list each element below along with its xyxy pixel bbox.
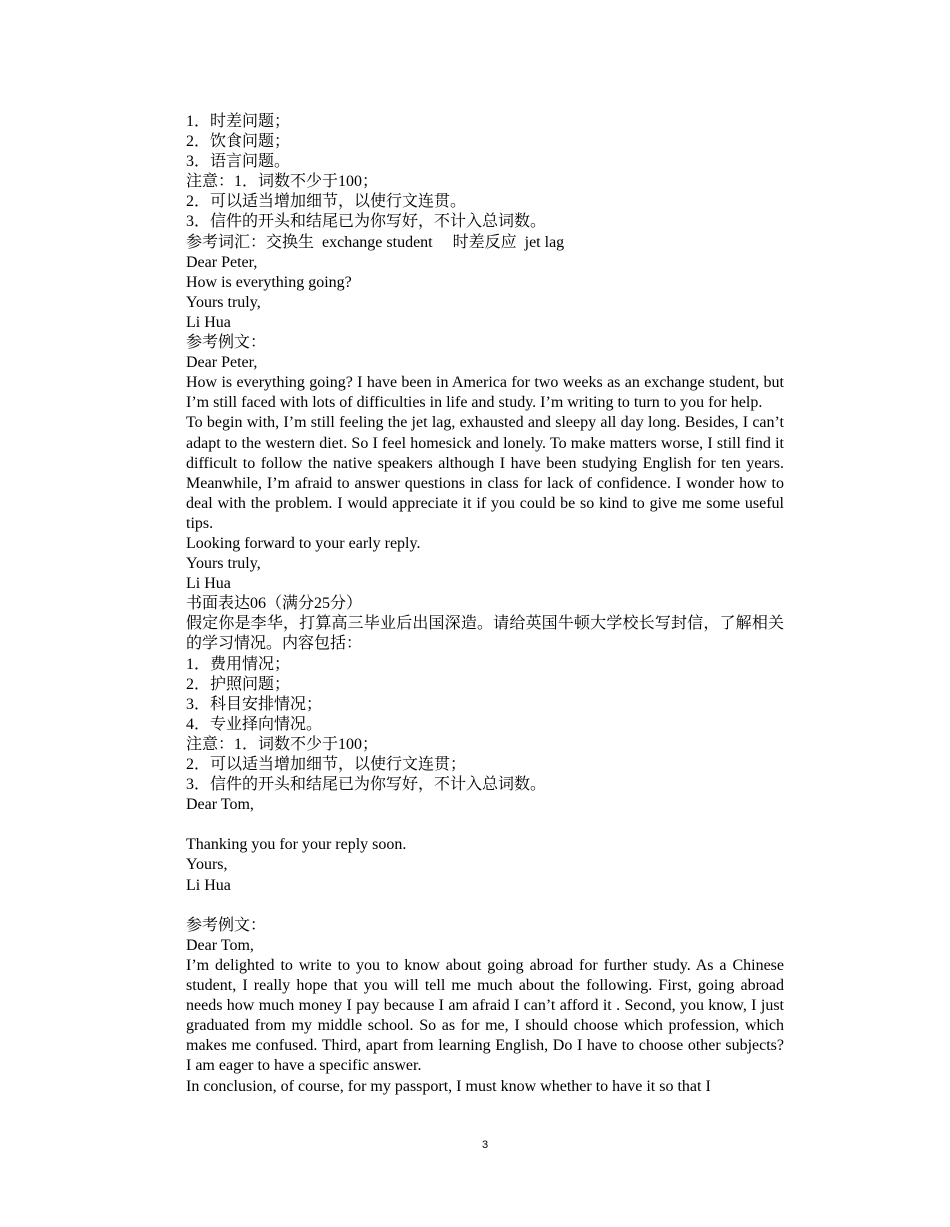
letter-closing: Thanking you for your reply soon. — [186, 836, 407, 854]
note-line: 3．信件的开头和结尾已为你写好，不计入总词数。 — [186, 213, 547, 231]
note-line: 注意：1．词数不少于100； — [186, 173, 379, 191]
note-line: 2．可以适当增加细节，以使行文连贯。 — [186, 193, 467, 211]
sample-greeting: Dear Tom, — [186, 936, 254, 954]
list-item: 4．专业择向情况。 — [186, 715, 323, 733]
sample-greeting: Dear Peter, — [186, 354, 258, 372]
letter-signature: Li Hua — [186, 876, 231, 894]
sample-signoff: Yours truly, — [186, 555, 261, 573]
sample-label: 参考例文： — [186, 334, 267, 352]
task-prompt: 假定你是李华，打算高三毕业后出国深造。请给英国牛顿大学校长写封信，了解相关的学习情况。内容包括： — [186, 615, 784, 653]
note-line: 3．信件的开头和结尾已为你写好，不计入总词数。 — [186, 776, 547, 794]
sample-signature: Li Hua — [186, 575, 231, 593]
list-item: 1．时差问题； — [186, 113, 291, 130]
letter-signature: Li Hua — [186, 313, 231, 331]
list-item: 2．饮食问题； — [186, 133, 291, 151]
list-item: 3．科目安排情况； — [186, 695, 323, 713]
list-item: 1．费用情况； — [186, 655, 291, 673]
letter-opening: How is everything going? — [186, 273, 352, 291]
sample-paragraph: In conclusion, of course, for my passport, I must know whether to have it so that I — [186, 1077, 711, 1095]
blank-line — [186, 896, 784, 916]
vocabulary-line: 参考词汇：交换生 exchange student 时差反应 jet lag — [186, 233, 565, 251]
list-item: 2．护照问题； — [186, 675, 291, 693]
page-number: 3 — [481, 1139, 489, 1151]
note-line: 2．可以适当增加细节，以使行文连贯； — [186, 756, 467, 773]
blank-line — [186, 815, 784, 835]
sample-label: 参考例文： — [186, 916, 267, 934]
letter-signoff: Yours truly, — [186, 293, 261, 311]
sample-closing: Looking forward to your early reply. — [186, 534, 421, 552]
letter-greeting: Dear Tom, — [186, 796, 254, 814]
sample-paragraph: I’m delighted to write to you to know about going abroad for further study. As a Chinese student, I really hope that you will tell me much about the following. First, going abroad needs how much money I pay because I am afraid I can’t afford it . Second, you know, I just graduated from my middle school. So as for me, I should choose which profession, which makes me confused. Third, apart from learning English, Do I have to choose other subjects? I am eager to have a specific answer. — [186, 956, 784, 1075]
list-item: 3．语言问题。 — [186, 153, 291, 171]
letter-signoff: Yours, — [186, 856, 228, 874]
section-title: 书面表达06（满分25分） — [186, 595, 363, 613]
letter-greeting: Dear Peter, — [186, 253, 258, 271]
note-line: 注意：1．词数不少于100； — [186, 735, 379, 753]
sample-paragraph: To begin with, I’m still feeling the jet lag, exhausted and sleepy all day long. Besides, I can’t adapt to the western diet. So I feel homesick and lonely. To make matters worse, I still find it difficult to follow the native speakers although I have been studying English for ten years. Meanwhile, I’m afraid to answer questions in class for lack of confidence. I wonder how to deal with the problem. I would appreciate it if you could be so kind to give me some useful tips. — [186, 414, 784, 532]
sample-paragraph: How is everything going? I have been in America for two weeks as an exchange student, but I’m still faced with lots of difficulties in life and study. I’m writing to turn to you for help. — [186, 374, 784, 412]
document-page — [186, 112, 784, 1097]
